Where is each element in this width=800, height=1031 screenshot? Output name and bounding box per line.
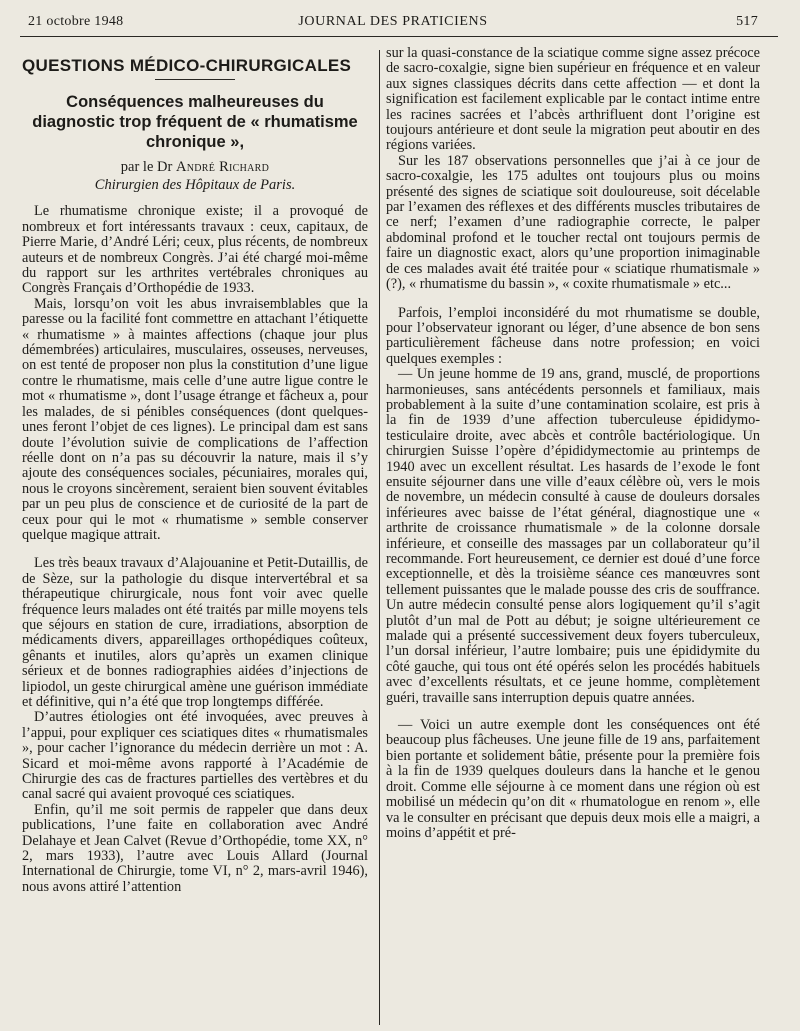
paragraph: D’autres étiologies ont été invoquées, avec preuves à l’appui, pour expliquer ces sciatiques dites « rhumatismales », pour cacher l’ignorance du médecin derrière un mot : A. Sicard et moi-même avons rapporté à l’Académie de Chirurgie des cas de fractures partielles des vertèbres et du canal sacré qui avaient provoqué ces sciatiques. [22,709,368,803]
page-number: 517 [736,14,758,29]
article-title: Conséquences malheureuses du diagnostic trop fréquent de « rhumatisme chronique », [32,93,358,152]
paragraph: Enfin, qu’il me soit permis de rappeler que dans deux publications, l’une faite en collaboration avec André Delahaye et Jean Calvet (Revue d’Orthopédie, tome XX, n° 2, mars 1933), l’autre avec Louis Allard (Journal International de Chirurgie, tome VI, n° 2, mars-avril 1946), nous avons attiré l’attention [22,801,368,895]
paragraph: Mais, lorsqu’on voit les abus invraisemblables que la paresse ou la facilité font commettre en attachant l’étiquette « rhumatisme » à maintes affections (chaque jour plus démembrées) articulaires, musculaires, osseuses, nerveuses, on est tenté de proposer non plus la constitution d’une ligue contre le rhumatisme, mais celle d’une autre ligue contre le mot « rhumatisme », dont l’usage étrange et fâcheux a, pour les malades, de si pénibles conséquences (dont quelques-unes feront l’objet de ces lignes). Le principal dam est sans doute l’évolution suivie de complications de l’affection réelle dont on n’a pas su découvrir la nature, mais il s’y ajoute des conséquences sociales, pécuniaires, morales qui, nous le croyons sincèrement, seraient bien souvent évitables par un peu plus de conscience et de curiosité de la part de ceux pour qui le mot « rhumatisme » semble conserver quelque magique attrait. [22,295,368,543]
left-column [22,46,368,895]
paragraph: — Voici un autre exemple dont les conséquences ont été beaucoup plus fâcheuses. Une jeune fille de 19 ans, parfaitement bien portante et solidement bâtie, présente pour la première fois à la fin de 1939 quelques douleurs dans la hanche et le genou droit. Comme elle séjourne à ce moment dans une région où est mobilisé un médecin qu’on dit « rhumatologue en renom », elle va le consulter en précisant que depuis deux mois elle a maigri, a moins d’appétit et pré- [386,717,760,841]
running-head [28,10,758,32]
paragraph: sur la quasi-constance de la sciatique comme signe assez précoce de sacro-coxalgie, signe bien supérieur en fréquence et en valeur aux signes classiques décrits dans cette affection — et dont la signification est facilement explicable par le contact intime entre les racines sacrées et l’abcès arthrifluent dont l’origine est toujours antérieure et dont seule la migration peut aboutir en des régions variées. [386,45,760,154]
paragraph: Les très beaux travaux d’Alajouanine et Petit-Dutaillis, de de Sèze, sur la pathologie du disque intervertébral et sa thérapeutique chirurgicale, nous font voir avec quelle fréquence leurs malades ont été traités par mille moyens tels que séjours en station de cure, irradiations, absorption de médicaments divers, appareillages orthopédiques coûteux, gênants et inutiles, alors qu’après un examen clinique sérieux et de bonnes radiographies aidées d’injections de lipiodol, un geste chirurgical amène une guérison immédiate et définitive, qui n’a été que trop longtemps différée. [22,555,368,710]
section-title: QUESTIONS MÉDICO-CHIRURGICALES [22,56,352,75]
column-divider [379,50,380,1025]
paragraph: Parfois, l’emploi inconsidéré du mot rhumatisme se double, pour l’observateur ignorant ou léger, d’une absence de bon sens particulièrement fâcheuse dans notre profession; en voici quelques exemples : [386,304,760,367]
paragraph: Sur les 187 observations personnelles que j’ai à ce jour de sacro-coxalgie, les 175 adultes ont toujours plus ou moins présenté des signes de sciatique soit douloureuse, soit décelable par l’examen des réflexes et des différents muscles tributaires de ce nerf; l’examen d’une radiographie correcte, le palper abdominal profond et le toucher rectal ont toujours permis de faire un diagnostic exact, alors qu’une proportion inimaginable de ces malades avait été traitée pour « sciatique rhumatismale » (?), « rhumatisme du bassin », « coxite rhumatismale » etc... [386,152,760,293]
paragraph-gap [386,293,760,306]
byline [22,158,368,176]
issue-date: 21 octobre 1948 [28,14,124,29]
byline-prefix: par le Dr [120,159,173,176]
header-rule [20,36,778,37]
author-name: André Richard [175,159,270,176]
journal-name: JOURNAL DES PRATICIENS [298,14,488,29]
right-column [386,46,760,841]
paragraph: — Un jeune homme de 19 ans, grand, musclé, de proportions harmonieuses, sans antécédents personnels et familiaux, mais probablement à la suite d’une contamination scolaire, est pris à la fin de 1939 d’une affection tuberculeuse épididymo-testiculaire droite, avec abcès et contrôle bactériologique. Un chirurgien Suisse l’opère d’épididymectomie au printemps de 1940 avec un excellent résultat. Les hasards de l’exode le font ensuite séjourner dans une ville d’eaux célèbre où, vers le mois de novembre, un médecin consulté à cause de douleurs dorsales inférieures avec baisse de l’état général, diagnostique une « arthrite de croissance rhumatismale » de la colonne dorsale inférieure, et conseille des massages par un collaborateur qu’il recommande. Fort heureusement, ce dernier est doué d’une force exceptionnelle, et dès la troisième séance ces manœuvres sont tellement puissantes que le malade pousse des cris de souffrance. Un autre médecin consulté pense alors logiquement qu’il s’agit plutôt d’un mal de Pott au début; je soigne ultérieurement ce malade qui a présenté successivement deux foyers tuberculeux, l’un dorsal inférieur, l’autre lombaire; puis une épididymite du côté gauche, qui tous ont été opérés selon les procédés habituels avec d’excellents résultats, et ce jeune homme, complètement guéri, travaille sans interruption depuis quatre années. [386,366,760,706]
author-affiliation: Chirurgien des Hôpitaux de Paris. [94,177,296,194]
paragraph: Le rhumatisme chronique existe; il a provoqué de nombreux et fort intéressants travaux : ceux, capitaux, de Pierre Marie, d’André Léri; ceux, plus récents, de nombreux auteurs et de nombreux Congrès. J’ai été chargé moi-même du rapport sur les arthrites vertébrales chroniques au Congrès Français d’Orthopédie de 1933. [22,203,368,297]
title-rule [155,79,235,80]
